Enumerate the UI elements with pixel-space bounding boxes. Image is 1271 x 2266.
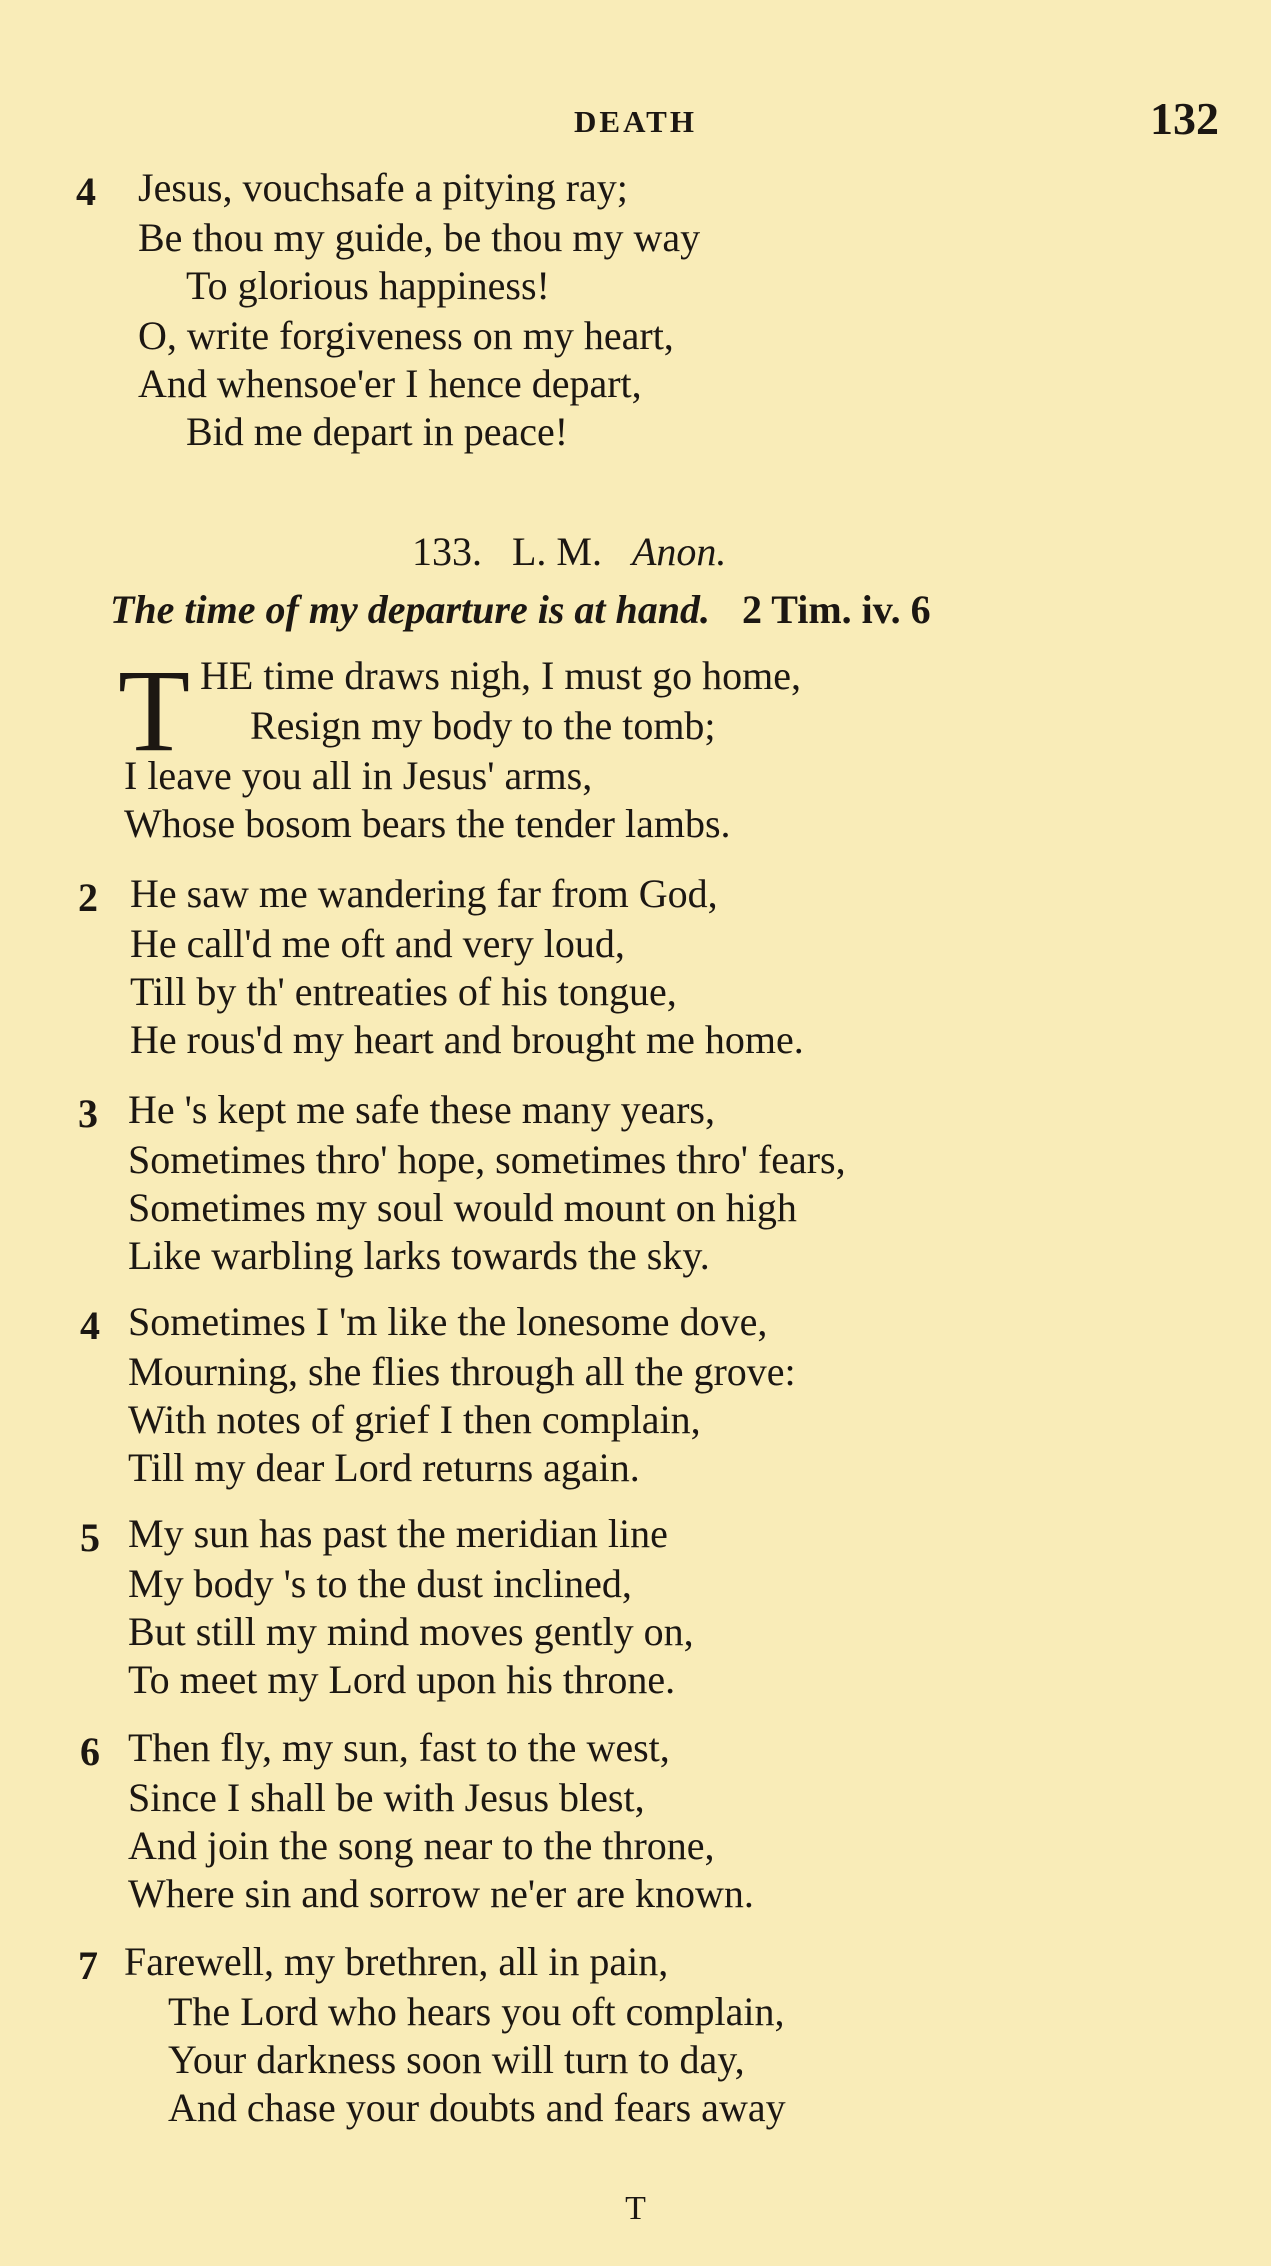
- hymn-heading: [412, 528, 726, 575]
- verse-line: And join the song near to the throne,: [128, 1823, 715, 1868]
- verse-line: He rous'd my heart and brought me home.: [130, 1017, 804, 1062]
- scripture-reference: 2 Tim. iv. 6: [742, 587, 931, 632]
- verse-line: Till my dear Lord returns again.: [128, 1445, 640, 1490]
- verse-line: HE time draws nigh, I must go home,: [200, 653, 802, 698]
- running-head: DEATH: [574, 104, 697, 139]
- hymn-meter: L. M.: [512, 529, 602, 574]
- verse-line: O, write forgiveness on my heart,: [138, 313, 674, 358]
- verse-line: Resign my body to the tomb;: [250, 703, 716, 748]
- verse-number: 6: [80, 1729, 100, 1774]
- verse-number: 4: [80, 1303, 100, 1348]
- verse-line: The Lord who hears you oft complain,: [168, 1989, 785, 2034]
- hymn-number: 133.: [412, 529, 482, 574]
- verse-line: Sometimes thro' hope, sometimes thro' fears,: [128, 1137, 846, 1182]
- verse-number: 3: [78, 1091, 98, 1136]
- page-number: 132: [1150, 93, 1219, 144]
- verse-line: Jesus, vouchsafe a pitying ray;: [138, 165, 628, 210]
- verse-line: Mourning, she flies through all the grove:: [128, 1349, 796, 1394]
- verse-line: Whose bosom bears the tender lambs.: [124, 801, 731, 846]
- verse-line: Like warbling larks towards the sky.: [128, 1233, 710, 1278]
- verse-line: My sun has past the meridian line: [128, 1511, 668, 1556]
- verse-line: Since I shall be with Jesus blest,: [128, 1775, 645, 1820]
- verse-line: And chase your doubts and fears away: [168, 2085, 786, 2130]
- scripture-epigraph: [110, 586, 931, 633]
- verse-number: 4: [76, 169, 96, 214]
- verse-line: Be thou my guide, be thou my way: [138, 215, 701, 260]
- drop-cap: T: [118, 645, 191, 776]
- verse-line: To glorious happiness!: [186, 263, 550, 308]
- verse-number: 2: [78, 875, 98, 920]
- verse-line: Then fly, my sun, fast to the west,: [128, 1725, 670, 1770]
- verse-line: Bid me depart in peace!: [186, 409, 569, 454]
- verse-line: Sometimes I 'm like the lonesome dove,: [128, 1299, 768, 1344]
- verse-line: Sometimes my soul would mount on high: [128, 1185, 797, 1230]
- hymn-author: Anon.: [632, 529, 727, 574]
- verse-number: 5: [80, 1515, 100, 1560]
- verse-line: My body 's to the dust inclined,: [128, 1561, 632, 1606]
- verse-line: But still my mind moves gently on,: [128, 1609, 694, 1654]
- verse-line: And whensoe'er I hence depart,: [138, 361, 642, 406]
- verse-line: Till by th' entreaties of his tongue,: [130, 969, 677, 1014]
- signature-mark: T: [625, 2190, 646, 2227]
- verse-line: Farewell, my brethren, all in pain,: [124, 1939, 669, 1984]
- verse-line: He 's kept me safe these many years,: [128, 1087, 715, 1132]
- verse-line: To meet my Lord upon his throne.: [128, 1657, 676, 1702]
- verse-line: With notes of grief I then complain,: [128, 1397, 701, 1442]
- verse-line: Your darkness soon will turn to day,: [168, 2037, 745, 2082]
- verse-line: I leave you all in Jesus' arms,: [124, 753, 593, 798]
- scripture-quote: The time of my departure is at hand.: [110, 587, 710, 632]
- verse-line: He saw me wandering far from God,: [130, 871, 718, 916]
- verse-line: He call'd me oft and very loud,: [130, 921, 625, 966]
- verse-number: 7: [78, 1943, 98, 1988]
- verse-line: Where sin and sorrow ne'er are known.: [128, 1871, 754, 1916]
